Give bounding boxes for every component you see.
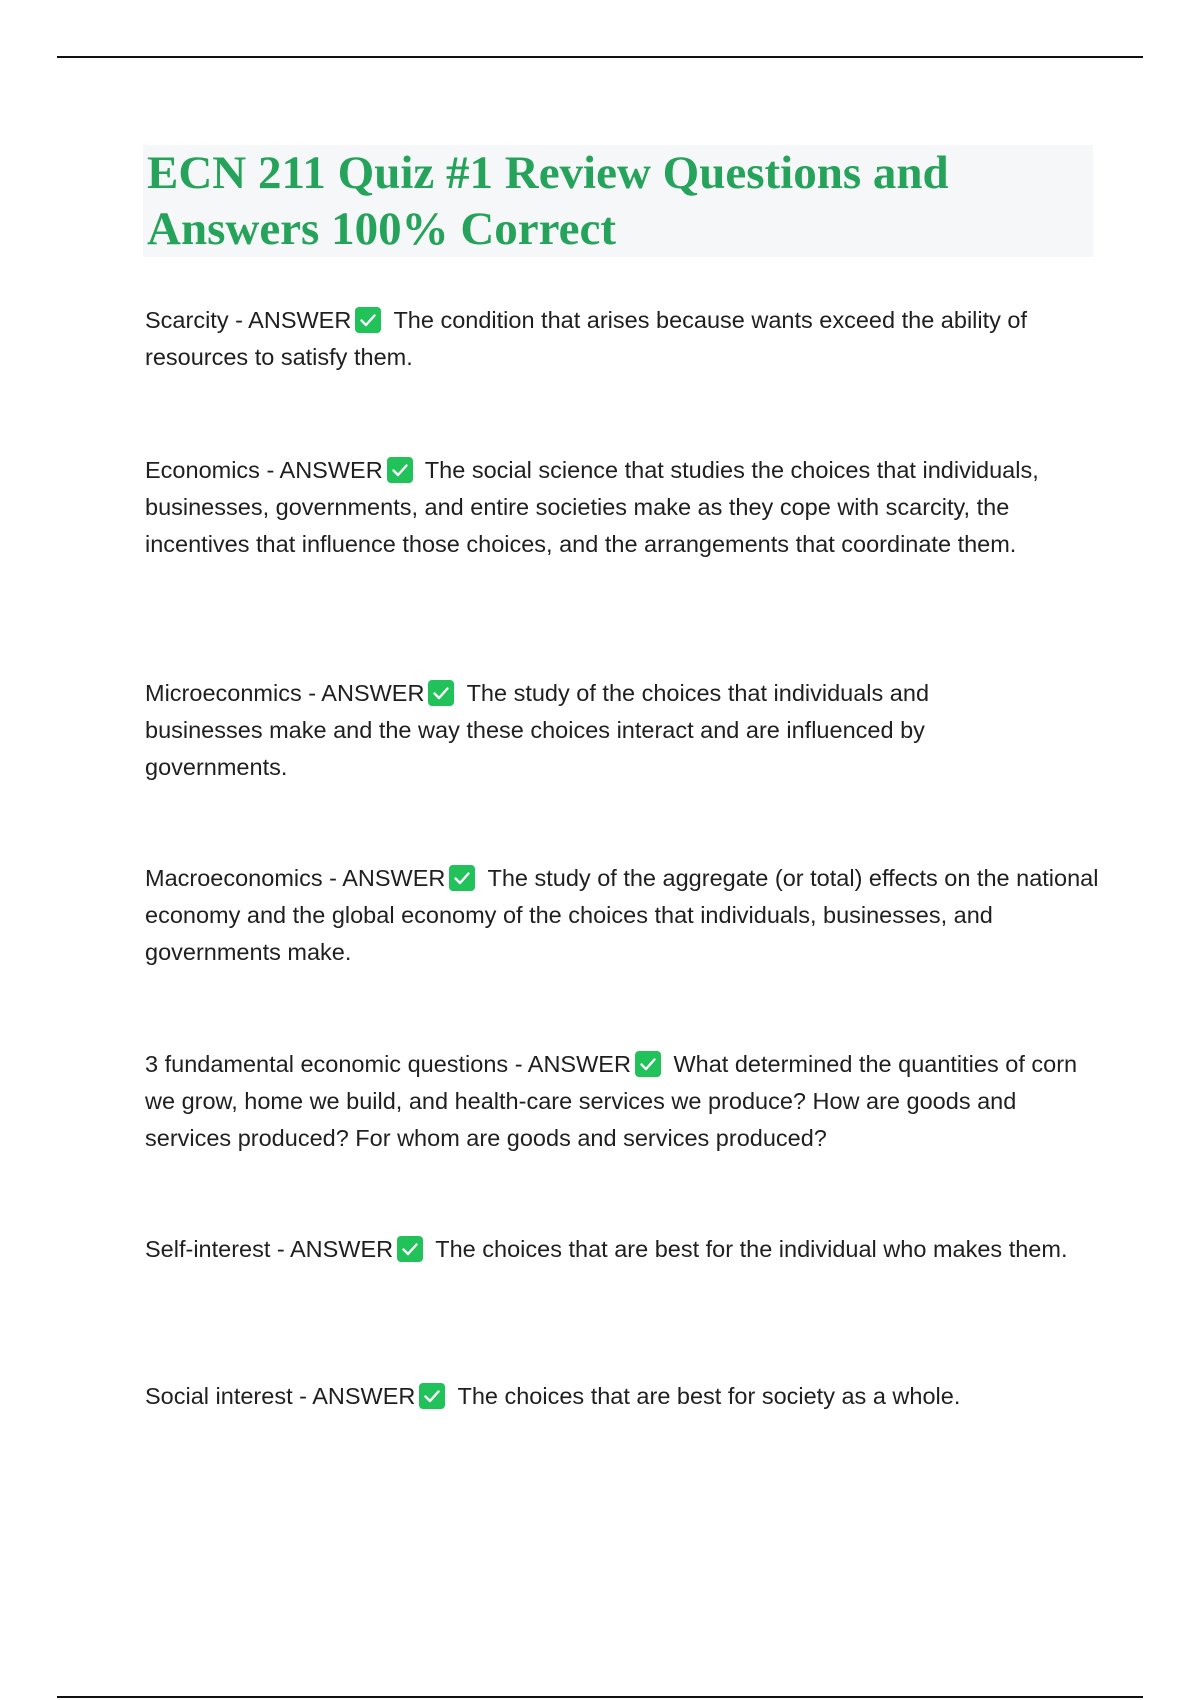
answer-label: ANSWER: [527, 1051, 631, 1077]
entry-definition: The choices that are best for society as a whole.: [457, 1383, 961, 1409]
answer-label: ANSWER: [321, 680, 425, 706]
check-mark-icon: [387, 457, 413, 483]
entry-definition: The study of the aggregate (or total) effects on the national economy and the global economy of the choices that individuals, businesses, and governments make.: [145, 865, 1099, 965]
entry-term: Scarcity: [145, 307, 229, 333]
check-mark-icon: [635, 1051, 661, 1077]
entry-term: 3 fundamental economic questions: [145, 1051, 509, 1077]
entry-term: Self-interest: [145, 1236, 271, 1262]
page-title: ECN 211 Quiz #1 Review Questions and Answers 100% Correct: [147, 147, 949, 255]
title-banner: [143, 145, 1093, 257]
answer-label: ANSWER: [289, 1236, 394, 1262]
qa-entry: Microeconmics - ANSWER The study of the choices that individuals and businesses make and the way these choices interact and are influenced by governments.: [145, 680, 930, 780]
check-mark-icon: [449, 865, 475, 891]
qa-entry: Macroeconomics - ANSWER The study of the aggregate (or total) effects on the national economy and the global economy of the choices that individuals, businesses, and governments make.: [145, 865, 1099, 965]
answer-label: ANSWER: [279, 457, 383, 483]
bottom-rule: [57, 1696, 1143, 1698]
answer-label: ANSWER: [312, 1383, 416, 1409]
entry-term: Macroeconomics: [145, 865, 323, 891]
qa-entry: Economics - ANSWER The social science that studies the choices that individuals, businesses, governments, and entire societies make as they cope with scarcity, the incentives that influence those choices, and the arrangements that coordinate them.: [145, 457, 1039, 557]
qa-entry: Self-interest - ANSWER The choices that are best for the individual who makes them.: [145, 1236, 1068, 1262]
qa-entry: Scarcity - ANSWER The condition that arises because wants exceed the ability of resources to satisfy them.: [145, 307, 1028, 370]
qa-entry: Social interest - ANSWER The choices that are best for society as a whole.: [145, 1383, 961, 1409]
check-mark-icon: [397, 1236, 423, 1262]
entry-definition: What determined the quantities of corn we grow, home we build, and health-care services we produce? How are goods and services produced? For whom are goods and services produced?: [145, 1051, 1078, 1151]
entry-definition: The choices that are best for the individual who makes them.: [435, 1236, 1068, 1262]
check-mark-icon: [419, 1383, 445, 1409]
check-mark-icon: [428, 680, 454, 706]
entry-definition: The social science that studies the choices that individuals, businesses, governments, and entire societies make as they cope with scarcity, the incentives that influence those choices, and the arrangements that coordinate them.: [145, 457, 1039, 557]
entry-term: Social interest: [145, 1383, 293, 1409]
entry-term: Microeconmics: [145, 680, 302, 706]
entry-definition: The study of the choices that individuals and businesses make and the way these choices interact and are influenced by governments.: [145, 680, 930, 780]
qa-entry: 3 fundamental economic questions - ANSWER What determined the quantities of corn we grow, home we build, and health-care services we produce? How are goods and services produced? For whom are goods and services produced?: [145, 1051, 1078, 1151]
answer-label: ANSWER: [248, 307, 352, 333]
entry-definition: The condition that arises because wants exceed the ability of resources to satisfy them.: [145, 307, 1028, 370]
entry-term: Economics: [145, 457, 260, 483]
check-mark-icon: [355, 307, 381, 333]
answer-label: ANSWER: [342, 865, 446, 891]
top-rule: [57, 56, 1143, 58]
